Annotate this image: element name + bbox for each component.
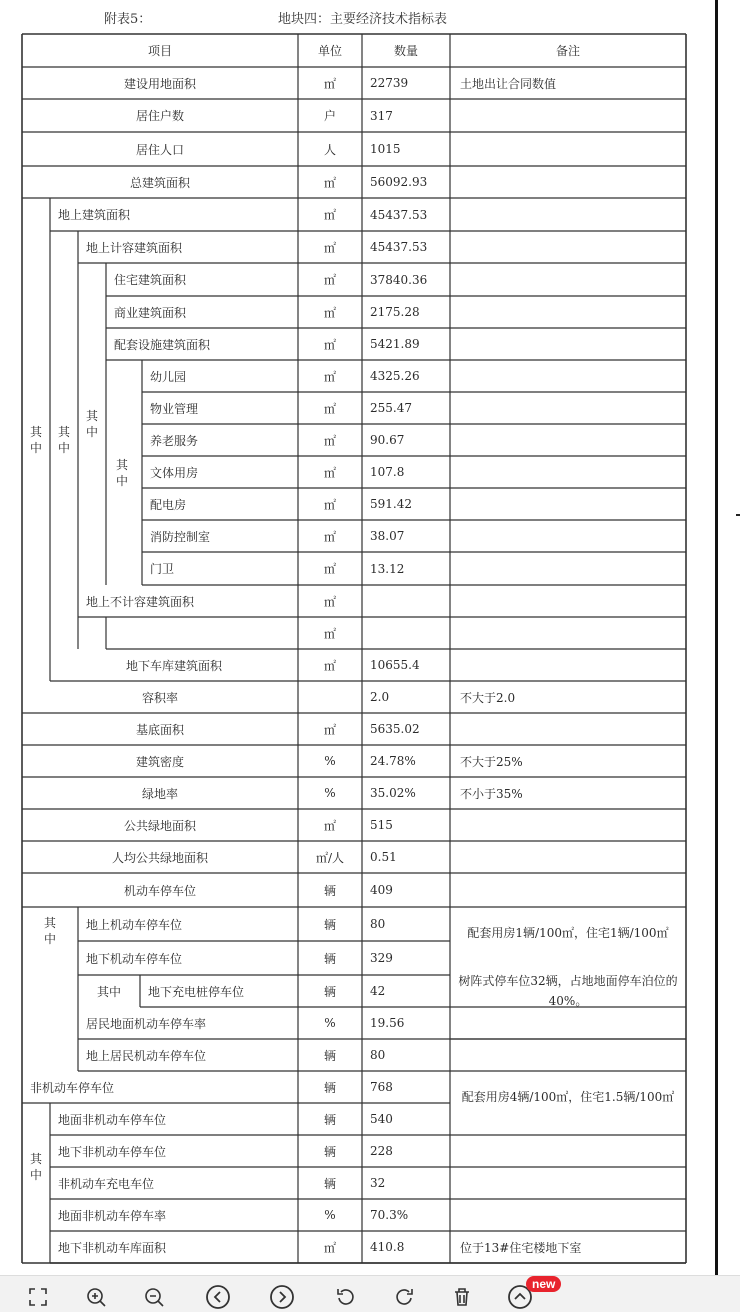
table-row-unit: 辆 [323,1112,336,1127]
table-row-item: 地下非机动车库面积 [58,1240,167,1255]
table-row-unit: % [324,754,336,768]
table-row-unit: ㎡/人 [315,850,345,865]
appendix-label: 附表5： [104,12,152,27]
table-row-unit: ㎡ [323,175,336,190]
table-row-quantity: 24.78% [370,754,416,768]
table-row-unit: ㎡ [323,369,336,384]
table-row-quantity: 329 [370,951,393,965]
table-row-item: 地上计容建筑面积 [86,240,183,255]
table-row-note [454,198,688,231]
fit-screen-icon[interactable] [24,1283,52,1311]
table-row-note: 位于13#住宅楼地下室 [460,1240,582,1255]
table-row-quantity: 13.12 [370,561,405,576]
table-row-quantity: 107.8 [370,465,405,479]
table-row-note [454,649,688,681]
table-row-item: 机动车停车位 [123,883,196,898]
group-label-vertical: 其中 [29,424,42,455]
table-row-quantity: 45437.53 [370,240,428,254]
table-row-note: 不大于25% [460,754,523,769]
table-row-unit: ㎡ [323,722,336,737]
viewer-toolbar [0,1275,740,1312]
table-row-item: 总建筑面积 [129,175,190,190]
table-row-note: 不小于35% [460,786,523,801]
table-row-quantity: 80 [370,1048,386,1062]
table-row-item: 居民地面机动车停车率 [86,1016,207,1031]
merged-note: 配套用房4辆/100㎡，住宅1.5辆/100㎡ [461,1090,675,1104]
table-row-unit: ㎡ [323,337,336,352]
table-row-quantity [364,617,456,649]
table-row-item: 容积率 [141,690,178,705]
table-row-unit: 辆 [323,917,336,932]
table-row-unit: ㎡ [323,401,336,416]
table-row-quantity: 35.02% [370,786,416,800]
table-row-note [454,552,688,585]
table-row-note [454,1167,688,1199]
table-row-quantity: 591.42 [370,497,412,511]
table-row-quantity: 2175.28 [370,305,420,319]
group-label-vertical: 其中 [43,916,56,946]
table-row-item [108,617,302,649]
column-header: 备注 [555,44,580,58]
table-row-item: 地下充电桩停车位 [148,984,245,999]
table-row-quantity: 515 [370,818,393,832]
table-row-note [454,132,688,166]
table-row-unit: % [324,786,336,800]
table-row-note [454,231,688,263]
table-row-unit: ㎡ [323,529,336,544]
table-row-item: 地下车库建筑面积 [125,658,222,673]
table-row-quantity: 37840.36 [370,272,428,287]
new-badge: new [526,1276,561,1292]
table-row-item: 门卫 [150,562,175,576]
table-row-item: 地上居民机动车停车位 [86,1048,207,1063]
table-row-item: 建设用地面积 [123,76,196,91]
table-row-item: 居住户数 [135,109,184,123]
merged-note: 配套用房1辆/100㎡，住宅1辆/100㎡ [467,926,669,940]
table-row-quantity: 80 [370,917,386,931]
table-row-item: 养老服务 [150,433,199,448]
table-row-note: 土地出让合同数值 [460,76,557,91]
table-row-item: 消防控制室 [150,529,211,544]
table-row-note [454,713,688,745]
previous-page-icon[interactable] [204,1283,232,1311]
zoom-out-icon[interactable] [140,1283,168,1311]
table-row-unit: ㎡ [323,658,336,673]
table-row-note [454,263,688,296]
table-row-note [454,1135,688,1167]
table-row-quantity: 4325.26 [370,369,420,383]
table-row-unit: ㎡ [323,465,336,480]
table-row-note [454,392,688,424]
table-row-unit: 辆 [323,883,336,898]
table-row-item: 幼儿园 [150,369,187,384]
table-row-quantity: 70.3% [370,1208,409,1222]
rotate-left-icon[interactable] [332,1283,360,1311]
table-row-note [454,841,688,873]
table-row-note [454,328,688,360]
table-row-unit: ㎡ [323,433,336,448]
table-row-quantity: 10655.4 [370,658,420,672]
table-row-unit: ㎡ [323,497,336,512]
table-row-item: 绿地率 [141,786,178,801]
table-row-quantity: 768 [370,1080,393,1094]
table-row-quantity: 0.51 [370,850,397,864]
table-row-unit: % [324,1016,336,1030]
group-label-vertical: 其中 [85,409,98,439]
table-row-unit: 辆 [323,951,336,966]
table-row-item: 地下机动车停车位 [86,951,183,966]
table-row-note [454,1199,688,1231]
column-header: 单位 [317,44,342,58]
table-row-item: 基底面积 [135,722,184,737]
table-row-quantity: 45437.53 [370,207,428,222]
table-row-item: 配套设施建筑面积 [114,337,211,352]
table-row-quantity: 38.07 [370,529,405,543]
table-row-quantity: 32 [370,1176,386,1190]
delete-icon[interactable] [448,1283,476,1311]
group-label-vertical: 其中 [29,1152,42,1182]
table-row-quantity: 317 [370,108,393,123]
table-row-quantity [364,585,456,617]
table-row-unit: ㎡ [323,562,336,576]
table-row-quantity: 2.0 [370,690,390,704]
table-row-unit: ㎡ [323,626,336,641]
table-row-item: 商业建筑面积 [114,305,187,320]
table-row-unit: ㎡ [323,76,336,91]
table-row-unit: 人 [323,142,336,157]
table-row-quantity: 1015 [370,142,401,156]
table-row-note [454,1039,688,1071]
table-row-item: 非机动车充电车位 [58,1176,155,1191]
table-row-quantity: 409 [370,883,393,897]
table-row-note: 不大于2.0 [460,690,516,705]
table-row-note [454,424,688,456]
table-row-item: 住宅建筑面积 [114,273,187,287]
table-row-item: 物业管理 [150,401,199,416]
table-title: 地块四：主要经济技术指标表 [278,12,448,27]
table-row-quantity: 5421.89 [370,337,420,351]
table-row-item: 居住人口 [135,142,184,157]
next-page-icon[interactable] [268,1283,296,1311]
table-row-quantity: 42 [370,984,386,998]
table-row-unit: ㎡ [323,305,336,320]
table-row-quantity: 56092.93 [370,175,428,189]
table-row-item: 地上机动车停车位 [86,917,183,932]
table-row-unit: 辆 [323,1144,336,1159]
column-header: 项目 [147,44,172,58]
table-row-unit: 辆 [323,1048,336,1063]
table-row-item: 地上不计容建筑面积 [86,594,195,609]
table-row-item: 建筑密度 [135,754,184,769]
table-row-quantity: 22739 [370,76,409,90]
group-label-inline: 其中 [96,984,121,999]
table-row-quantity: 90.67 [370,433,405,447]
table-row-unit: 辆 [323,1176,336,1191]
table-row-quantity: 19.56 [370,1016,405,1030]
table-row-note [454,520,688,552]
table-row-quantity: 228 [370,1144,393,1158]
table-row-unit: 辆 [323,1080,336,1095]
table-row-note [454,617,688,649]
table-row-note [454,456,688,488]
table-row-note [454,99,688,132]
rotate-right-icon[interactable] [390,1283,418,1311]
table-row-item: 地上建筑面积 [58,208,131,222]
column-header: 数量 [393,44,418,58]
table-row-quantity: 410.8 [370,1240,405,1254]
table-row-item: 公共绿地面积 [123,818,196,833]
table-row-quantity: 255.47 [370,401,412,415]
table-row-quantity: 5635.02 [370,722,420,736]
table-row-item: 非机动车停车位 [30,1080,115,1095]
table-row-unit: ㎡ [323,208,336,222]
table-row-unit: 户 [323,109,336,123]
table-row-note [454,488,688,520]
merged-note: 树阵式停车位32辆，占地地面停车泊位的40%。 [458,974,678,1008]
table-row-item: 地下非机动车停车位 [58,1144,167,1159]
table-row-note [454,296,688,328]
table-row-item: 地面非机动车停车率 [58,1208,167,1223]
table-row-unit: ㎡ [323,1240,336,1255]
table-row-unit: ㎡ [323,273,336,287]
table-row-quantity: 540 [370,1112,393,1126]
table-row-item: 地面非机动车停车位 [58,1112,167,1127]
zoom-in-icon[interactable] [82,1283,110,1311]
table-row-note [454,809,688,841]
table-row-note [454,585,688,617]
adjacent-page-edge [712,0,740,1275]
table-row-unit: % [324,1208,336,1222]
group-label-vertical: 其中 [115,457,128,488]
table-row-item: 配电房 [150,497,187,512]
table-row-unit [298,681,362,713]
table-row-item: 人均公共绿地面积 [111,850,208,865]
group-label-vertical: 其中 [57,425,70,455]
table-row-unit: 辆 [323,984,336,999]
table-row-note [454,873,688,907]
table-row-note [454,166,688,198]
table-row-unit: ㎡ [323,818,336,833]
table-row-item: 文体用房 [150,465,199,480]
table-row-unit: ㎡ [323,240,336,255]
table-row-note [454,360,688,392]
table-row-unit: ㎡ [323,594,336,609]
